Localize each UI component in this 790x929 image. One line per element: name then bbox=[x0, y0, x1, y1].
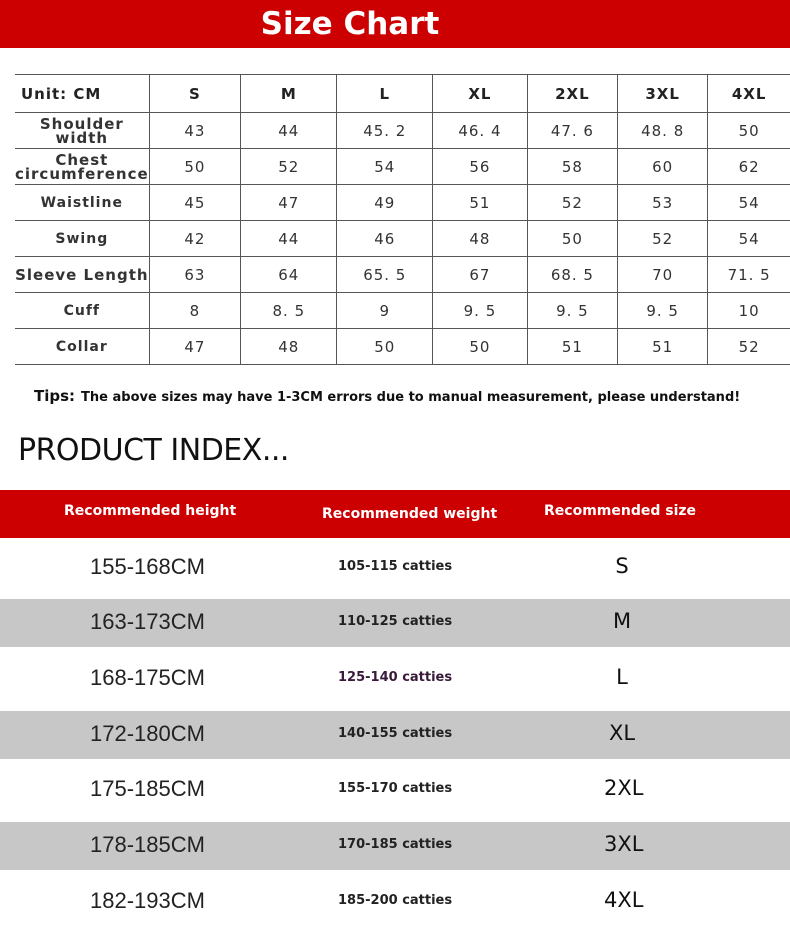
table-cell: 50 bbox=[527, 221, 617, 257]
table-cell: 52 bbox=[527, 185, 617, 221]
table-cell: 52 bbox=[708, 329, 790, 365]
table-cell: 8 bbox=[149, 293, 241, 329]
index-row bbox=[0, 878, 790, 926]
table-cell: 50 bbox=[708, 113, 790, 149]
tips-note bbox=[34, 387, 740, 405]
height-value: 163-173CM bbox=[90, 609, 205, 634]
header-size: Recommended size bbox=[544, 503, 697, 519]
table-cell: 9. 5 bbox=[527, 293, 617, 329]
table-cell: 54 bbox=[708, 185, 790, 221]
size-col-header: S bbox=[149, 75, 241, 113]
size-value: 4XL bbox=[604, 888, 644, 912]
table-cell: 45. 2 bbox=[337, 113, 433, 149]
table-cell: 70 bbox=[618, 257, 708, 293]
table-cell: 47. 6 bbox=[527, 113, 617, 149]
size-value: M bbox=[612, 609, 632, 633]
weight-value: 105-115 catties bbox=[338, 559, 453, 574]
size-value: XL bbox=[608, 721, 636, 745]
table-row bbox=[15, 185, 790, 221]
unit-label: Unit: CM bbox=[15, 75, 149, 113]
weight-value: 155-170 catties bbox=[338, 781, 453, 796]
size-col-header: 2XL bbox=[527, 75, 617, 113]
table-cell: 62 bbox=[708, 149, 790, 185]
row-label: Sleeve Length bbox=[15, 257, 149, 293]
size-col-header: M bbox=[241, 75, 337, 113]
size-col-header: L bbox=[337, 75, 433, 113]
table-cell: 54 bbox=[337, 149, 433, 185]
table-cell: 9 bbox=[337, 293, 433, 329]
table-cell: 50 bbox=[337, 329, 433, 365]
table-cell: 44 bbox=[241, 221, 337, 257]
size-header-row bbox=[15, 75, 790, 113]
header-height: Recommended height bbox=[64, 503, 237, 519]
weight-value: 110-125 catties bbox=[338, 614, 453, 629]
row-label: Chest circumference bbox=[15, 150, 149, 183]
weight-value: 185-200 catties bbox=[338, 893, 453, 908]
table-row bbox=[15, 257, 790, 293]
table-cell: 9. 5 bbox=[433, 293, 528, 329]
table-cell: 67 bbox=[433, 257, 528, 293]
table-cell: 49 bbox=[337, 185, 433, 221]
row-label: Swing bbox=[15, 221, 149, 257]
table-cell: 51 bbox=[527, 329, 617, 365]
table-cell: 48 bbox=[433, 221, 528, 257]
size-chart-table bbox=[15, 74, 790, 365]
size-value: S bbox=[615, 554, 629, 578]
index-header-bar bbox=[0, 490, 790, 538]
table-row bbox=[15, 293, 790, 329]
height-value: 168-175CM bbox=[90, 665, 205, 690]
header-weight: Recommended weight bbox=[322, 506, 498, 522]
height-value: 155-168CM bbox=[90, 554, 205, 579]
page-title: Size Chart bbox=[260, 6, 440, 42]
size-col-header: 4XL bbox=[708, 75, 790, 113]
height-value: 178-185CM bbox=[90, 832, 205, 857]
table-cell: 50 bbox=[149, 149, 241, 185]
table-cell: 8. 5 bbox=[241, 293, 337, 329]
table-row bbox=[15, 149, 790, 185]
table-cell: 60 bbox=[618, 149, 708, 185]
product-index-title: PRODUCT INDEX... bbox=[18, 433, 289, 468]
size-col-header: XL bbox=[433, 75, 528, 113]
table-cell: 65. 5 bbox=[337, 257, 433, 293]
size-value: 3XL bbox=[604, 832, 644, 856]
table-row bbox=[15, 113, 790, 149]
table-cell: 47 bbox=[149, 329, 241, 365]
table-cell: 56 bbox=[433, 149, 528, 185]
table-cell: 47 bbox=[241, 185, 337, 221]
size-value: 2XL bbox=[604, 776, 644, 800]
row-label: Cuff bbox=[15, 293, 149, 329]
table-cell: 48. 8 bbox=[618, 113, 708, 149]
index-row bbox=[0, 655, 790, 703]
table-cell: 53 bbox=[618, 185, 708, 221]
table-cell: 46 bbox=[337, 221, 433, 257]
index-row bbox=[0, 711, 790, 759]
height-value: 182-193CM bbox=[90, 888, 205, 913]
title-banner bbox=[0, 0, 790, 48]
index-row bbox=[0, 766, 790, 814]
index-row bbox=[0, 822, 790, 870]
size-col-header: 3XL bbox=[618, 75, 708, 113]
row-label: Waistline bbox=[15, 185, 149, 221]
weight-value: 140-155 catties bbox=[338, 726, 453, 741]
table-cell: 51 bbox=[618, 329, 708, 365]
height-value: 172-180CM bbox=[90, 721, 205, 746]
table-row bbox=[15, 329, 790, 365]
row-label: Collar bbox=[15, 329, 149, 365]
table-cell: 50 bbox=[433, 329, 528, 365]
table-cell: 48 bbox=[241, 329, 337, 365]
table-cell: 9. 5 bbox=[618, 293, 708, 329]
table-cell: 44 bbox=[241, 113, 337, 149]
table-cell: 64 bbox=[241, 257, 337, 293]
height-value: 175-185CM bbox=[90, 776, 205, 801]
weight-value: 170-185 catties bbox=[338, 837, 453, 852]
table-cell: 52 bbox=[241, 149, 337, 185]
table-cell: 51 bbox=[433, 185, 528, 221]
table-row bbox=[15, 221, 790, 257]
row-label: Shoulder width bbox=[15, 113, 149, 149]
table-cell: 43 bbox=[149, 113, 241, 149]
table-cell: 63 bbox=[149, 257, 241, 293]
table-cell: 46. 4 bbox=[433, 113, 528, 149]
index-row bbox=[0, 599, 790, 647]
index-row bbox=[0, 544, 790, 592]
size-value: L bbox=[616, 665, 628, 689]
table-cell: 45 bbox=[149, 185, 241, 221]
table-cell: 68. 5 bbox=[527, 257, 617, 293]
table-cell: 42 bbox=[149, 221, 241, 257]
table-cell: 54 bbox=[708, 221, 790, 257]
table-cell: 58 bbox=[527, 149, 617, 185]
table-cell: 52 bbox=[618, 221, 708, 257]
tips-label: Tips: bbox=[34, 387, 76, 405]
tips-text: The above sizes may have 1-3CM errors due to manual measurement, please understand! bbox=[81, 390, 741, 405]
table-cell: 10 bbox=[708, 293, 790, 329]
weight-value: 125-140 catties bbox=[338, 670, 453, 685]
table-cell: 71. 5 bbox=[708, 257, 790, 293]
